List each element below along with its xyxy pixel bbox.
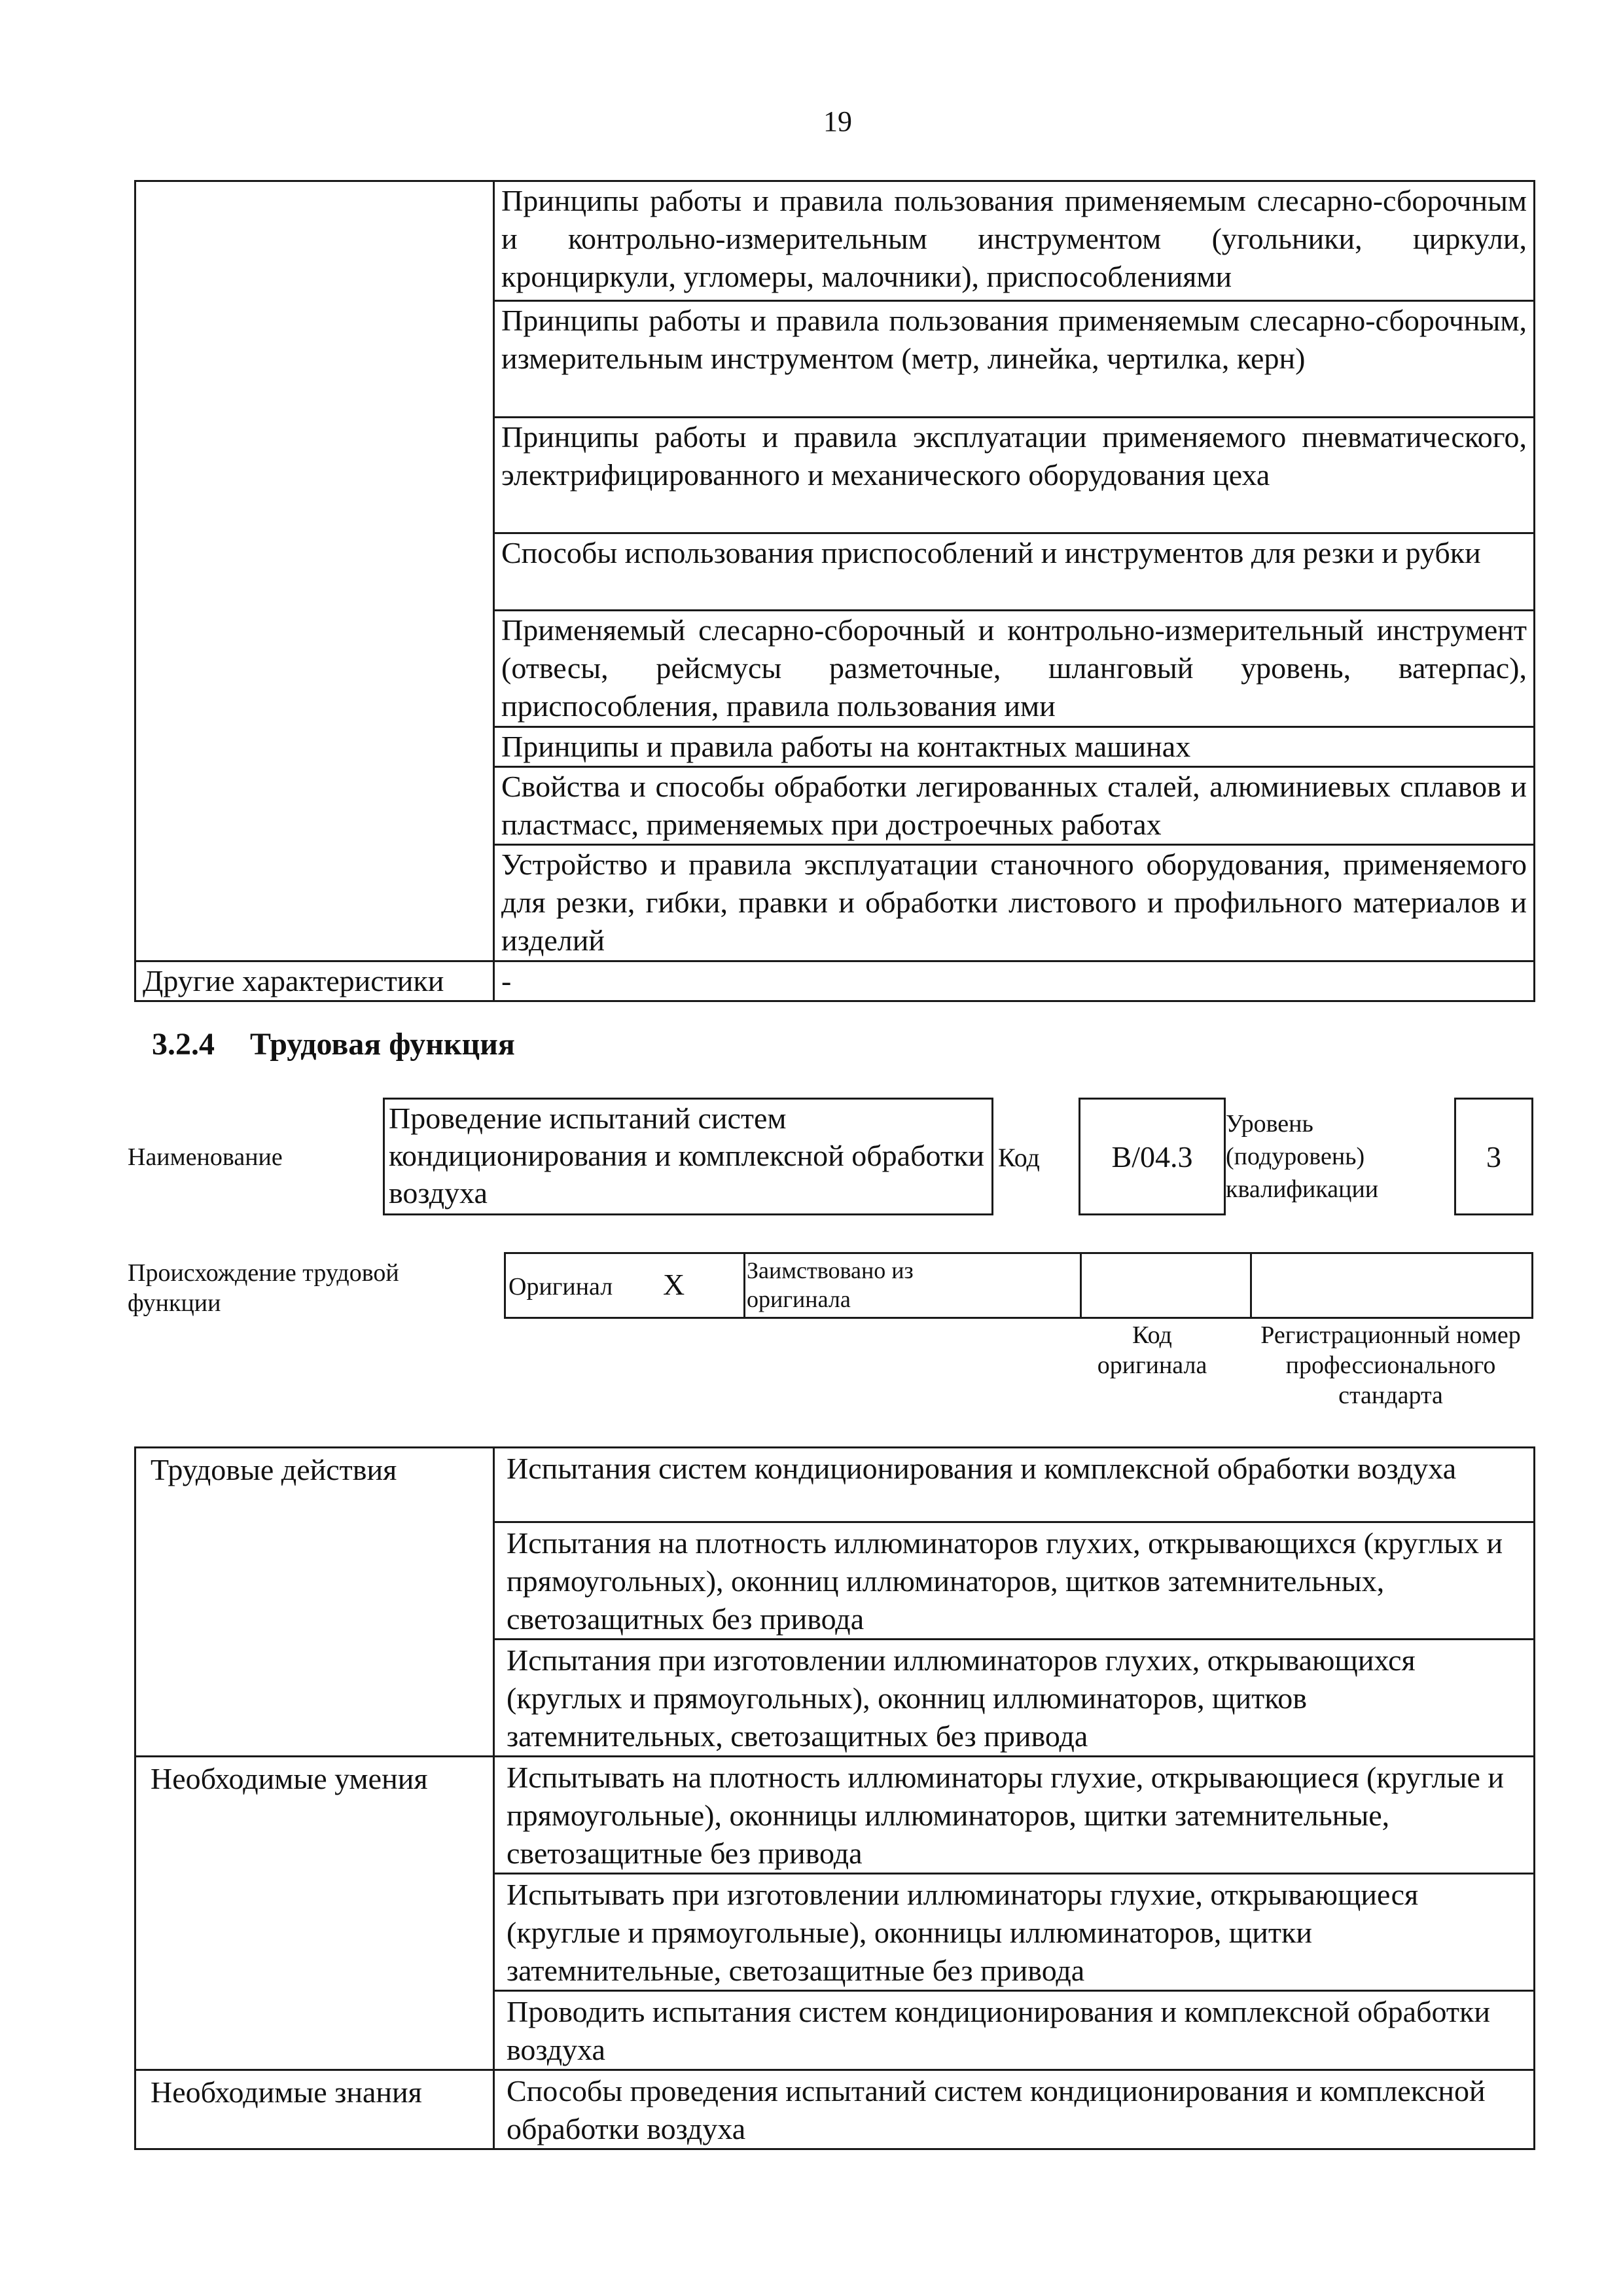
knowledge-item: Способы проведения испытаний систем кондиционирования и комплексной обработки воздуха — [494, 2070, 1535, 2149]
function-code-value: B/04.3 — [1111, 1139, 1193, 1174]
knowledge-item: Принципы работы и правила эксплуатации применяемого пневматического, электрифицированного и механического оборудования цеха — [494, 418, 1535, 533]
level-value: 3 — [1486, 1139, 1501, 1174]
code-label: Код — [998, 1143, 1040, 1172]
table-row — [135, 1448, 1535, 1522]
knowledge-item: Применяемый слесарно-сборочный и контрольно-измерительный инструмент (отвесы, рейсмусы разметочные, шланговый уровень, ватерпас), приспособления, правила пользования ими — [494, 611, 1535, 727]
other-characteristics-label: Другие характеристики — [135, 961, 494, 1001]
page-number: 19 — [823, 105, 852, 137]
function-code-box — [1079, 1098, 1226, 1215]
skill-item: Испытывать на плотность иллюминаторы глухие, открывающиеся (круглые и прямоугольные), оконницы иллюминаторов, щитки затемнительные, светозащитные без привода — [494, 1757, 1535, 1874]
origin-divider — [1080, 1254, 1082, 1317]
section-number: 3.2.4 — [152, 1027, 215, 1062]
origin-divider — [743, 1254, 745, 1317]
original-mark: X — [663, 1268, 685, 1301]
code-original-caption: Код оригинала — [1097, 1321, 1207, 1379]
level-label: Уровень (подуровень) квалификации — [1226, 1110, 1379, 1203]
other-characteristics-value: - — [494, 961, 1535, 1001]
knowledge-table — [134, 180, 1535, 1002]
labor-action-item: Испытания при изготовлении иллюминаторов глухих, открывающихся (круглых и прямоугольных), оконниц иллюминаторов, щитков затемнительных, светозащитных без привода — [494, 1640, 1535, 1757]
labor-action-item: Испытания систем кондиционирования и комплексной обработки воздуха — [494, 1448, 1535, 1522]
section-title: Трудовая функция — [250, 1027, 515, 1062]
name-label: Наименование — [128, 1143, 283, 1171]
knowledge-label-cell — [135, 181, 494, 961]
function-name-box — [383, 1098, 993, 1215]
knowledge-item: Принципы работы и правила пользования применяемым слесарно-сборочным, измерительным инструментом (метр, линейка, чертилка, керн) — [494, 301, 1535, 418]
origin-label: Происхождение трудовой функции — [128, 1259, 399, 1317]
required-skills-label: Необходимые умения — [135, 1757, 494, 2070]
origin-divider — [1250, 1254, 1252, 1317]
function-name-value: Проведение испытаний систем кондиционирования и комплексной обработки воздуха — [389, 1102, 984, 1210]
reg-number-caption: Регистрационный номер профессионального стандарта — [1260, 1321, 1521, 1409]
knowledge-item: Устройство и правила эксплуатации станочного оборудования, применяемого для резки, гибки, правки и обработки листового и профильного материалов и изделий — [494, 845, 1535, 961]
original-label: Оригинал — [508, 1273, 613, 1300]
origin-box — [504, 1252, 1533, 1319]
borrowed-label: Заимствовано из оригинала — [747, 1257, 914, 1312]
level-value-box — [1454, 1098, 1533, 1215]
actions-table — [134, 1446, 1535, 2150]
labor-action-item: Испытания на плотность иллюминаторов глухих, открывающихся (круглых и прямоугольных), оконниц иллюминаторов, щитков затемнительных, светозащитных без привода — [494, 1522, 1535, 1640]
table-row — [135, 2070, 1535, 2149]
table-row — [135, 961, 1535, 1001]
knowledge-item: Свойства и способы обработки легированных сталей, алюминиевых сплавов и пластмасс, применяемых при достроечных работах — [494, 767, 1535, 845]
skill-item: Испытывать при изготовлении иллюминаторы глухие, открывающиеся (круглые и прямоугольные), оконницы иллюминаторов, щитки затемнительные, светозащитные без привода — [494, 1874, 1535, 1991]
table-row — [135, 181, 1535, 301]
section-heading — [152, 1026, 515, 1062]
table-row — [135, 1757, 1535, 1874]
skill-item: Проводить испытания систем кондиционирования и комплексной обработки воздуха — [494, 1991, 1535, 2070]
labor-actions-label: Трудовые действия — [135, 1448, 494, 1757]
knowledge-item: Принципы работы и правила пользования применяемым слесарно-сборочным и контрольно-измерительным инструментом (угольники, циркули, кронциркули, угломеры, малочники), приспособлениями — [494, 181, 1535, 301]
knowledge-item: Принципы и правила работы на контактных машинах — [494, 727, 1535, 767]
required-knowledge-label: Необходимые знания — [135, 2070, 494, 2149]
knowledge-item: Способы использования приспособлений и инструментов для резки и рубки — [494, 533, 1535, 611]
